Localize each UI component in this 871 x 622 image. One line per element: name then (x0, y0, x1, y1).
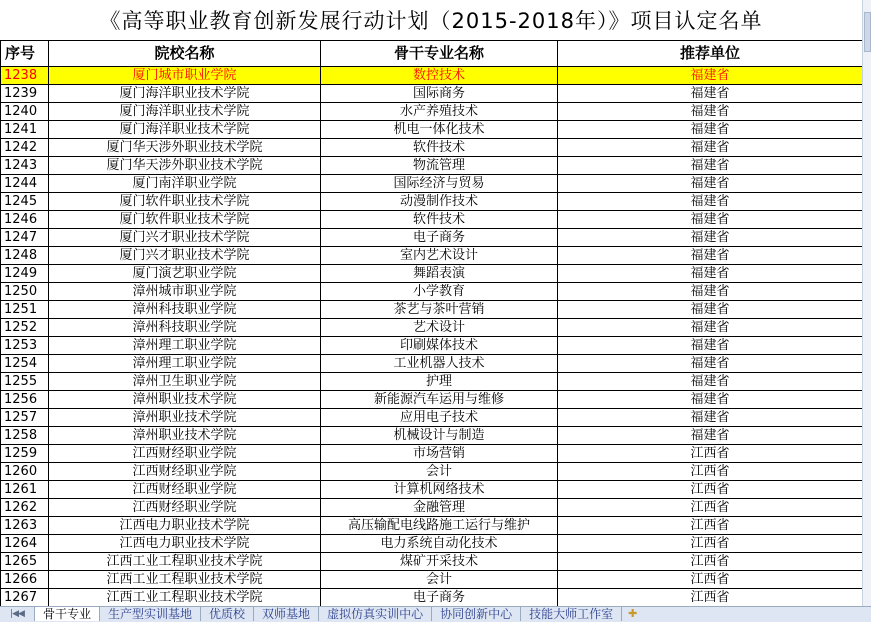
table-row[interactable] (1, 121, 863, 139)
cell-unit[interactable]: 福建省 (558, 319, 863, 337)
cell-school[interactable]: 漳州理工职业学院 (49, 337, 321, 355)
cell-major[interactable]: 应用电子技术 (321, 409, 558, 427)
cell-major[interactable]: 国际经济与贸易 (321, 175, 558, 193)
table-row[interactable] (1, 67, 863, 85)
cell-school[interactable]: 漳州城市职业学院 (49, 283, 321, 301)
cell-no[interactable]: 1262 (1, 499, 49, 517)
table-row[interactable] (1, 211, 863, 229)
cell-no[interactable]: 1243 (1, 157, 49, 175)
cell-unit[interactable]: 福建省 (558, 211, 863, 229)
table-row[interactable] (1, 409, 863, 427)
cell-major[interactable]: 动漫制作技术 (321, 193, 558, 211)
table-row[interactable] (1, 481, 863, 499)
cell-school[interactable]: 厦门兴才职业技术学院 (49, 229, 321, 247)
cell-major[interactable]: 印刷媒体技术 (321, 337, 558, 355)
cell-no[interactable]: 1241 (1, 121, 49, 139)
sheet-nav-buttons[interactable] (0, 607, 34, 621)
table-row[interactable] (1, 139, 863, 157)
cell-no[interactable]: 1259 (1, 445, 49, 463)
cell-no[interactable]: 1254 (1, 355, 49, 373)
table-row[interactable] (1, 265, 863, 283)
cell-major[interactable]: 电力系统自动化技术 (321, 535, 558, 553)
cell-unit[interactable]: 江西省 (558, 535, 863, 553)
cell-school[interactable]: 厦门演艺职业学院 (49, 265, 321, 283)
table-row[interactable] (1, 427, 863, 445)
cell-major[interactable]: 计算机网络技术 (321, 481, 558, 499)
cell-major[interactable]: 数控技术 (321, 67, 558, 85)
cell-no[interactable]: 1238 (1, 67, 49, 85)
cell-school[interactable]: 厦门南洋职业学院 (49, 175, 321, 193)
header-major[interactable]: 骨干专业名称 (321, 41, 558, 67)
cell-school[interactable]: 江西电力职业技术学院 (49, 517, 321, 535)
table-row[interactable] (1, 85, 863, 103)
table-row[interactable] (1, 157, 863, 175)
cell-unit[interactable]: 江西省 (558, 553, 863, 571)
cell-school[interactable]: 漳州科技职业学院 (49, 319, 321, 337)
cell-major[interactable]: 金融管理 (321, 499, 558, 517)
cell-no[interactable]: 1265 (1, 553, 49, 571)
cell-major[interactable]: 机械设计与制造 (321, 427, 558, 445)
cell-major[interactable]: 物流管理 (321, 157, 558, 175)
cell-major[interactable]: 会计 (321, 571, 558, 589)
cell-major[interactable]: 国际商务 (321, 85, 558, 103)
sheet-tab[interactable]: 协同创新中心 (432, 607, 521, 621)
cell-no[interactable]: 1255 (1, 373, 49, 391)
table-row[interactable] (1, 535, 863, 553)
cell-major[interactable]: 茶艺与茶叶营销 (321, 301, 558, 319)
table-row[interactable] (1, 463, 863, 481)
cell-unit[interactable]: 福建省 (558, 337, 863, 355)
table-row[interactable] (1, 355, 863, 373)
insert-sheet-icon[interactable]: ✚ (628, 607, 638, 620)
cell-school[interactable]: 漳州职业技术学院 (49, 391, 321, 409)
cell-major[interactable]: 水产养殖技术 (321, 103, 558, 121)
cell-unit[interactable]: 福建省 (558, 391, 863, 409)
cell-no[interactable]: 1252 (1, 319, 49, 337)
cell-no[interactable]: 1249 (1, 265, 49, 283)
cell-school[interactable]: 漳州理工职业学院 (49, 355, 321, 373)
cell-unit[interactable]: 江西省 (558, 499, 863, 517)
cell-major[interactable]: 小学教育 (321, 283, 558, 301)
cell-unit[interactable]: 江西省 (558, 589, 863, 607)
cell-major[interactable]: 机电一体化技术 (321, 121, 558, 139)
cell-school[interactable]: 江西工业工程职业技术学院 (49, 589, 321, 607)
sheet-tab[interactable]: 骨干专业 (34, 607, 100, 621)
cell-school[interactable]: 厦门海洋职业技术学院 (49, 121, 321, 139)
cell-no[interactable]: 1256 (1, 391, 49, 409)
table-row[interactable] (1, 373, 863, 391)
cell-unit[interactable]: 福建省 (558, 229, 863, 247)
cell-major[interactable]: 舞蹈表演 (321, 265, 558, 283)
table-row[interactable] (1, 553, 863, 571)
cell-major[interactable]: 新能源汽车运用与维修 (321, 391, 558, 409)
cell-unit[interactable]: 福建省 (558, 409, 863, 427)
cell-no[interactable]: 1251 (1, 301, 49, 319)
cell-no[interactable]: 1267 (1, 589, 49, 607)
scrollbar-thumb[interactable] (864, 12, 871, 52)
table-row[interactable] (1, 517, 863, 535)
cell-unit[interactable]: 福建省 (558, 265, 863, 283)
cell-school[interactable]: 厦门华天涉外职业技术学院 (49, 157, 321, 175)
table-row[interactable] (1, 103, 863, 121)
cell-unit[interactable]: 福建省 (558, 103, 863, 121)
header-row (1, 41, 863, 67)
sheet-tab[interactable]: 虚拟仿真实训中心 (319, 607, 432, 621)
sheet-tab[interactable]: 技能大师工作室 (521, 607, 622, 621)
cell-no[interactable]: 1260 (1, 463, 49, 481)
cell-no[interactable]: 1257 (1, 409, 49, 427)
cell-school[interactable]: 漳州职业技术学院 (49, 409, 321, 427)
cell-major[interactable]: 护理 (321, 373, 558, 391)
cell-no[interactable]: 1240 (1, 103, 49, 121)
cell-unit[interactable]: 福建省 (558, 373, 863, 391)
cell-major[interactable]: 电子商务 (321, 229, 558, 247)
table-row[interactable] (1, 319, 863, 337)
cell-major[interactable]: 市场营销 (321, 445, 558, 463)
cell-unit[interactable]: 福建省 (558, 301, 863, 319)
cell-school[interactable]: 江西工业工程职业技术学院 (49, 553, 321, 571)
cell-no[interactable]: 1247 (1, 229, 49, 247)
cell-unit[interactable]: 福建省 (558, 67, 863, 85)
cell-major[interactable]: 软件技术 (321, 139, 558, 157)
cell-no[interactable]: 1239 (1, 85, 49, 103)
cell-school[interactable]: 厦门海洋职业技术学院 (49, 103, 321, 121)
cell-unit[interactable]: 江西省 (558, 445, 863, 463)
cell-unit[interactable]: 江西省 (558, 481, 863, 499)
cell-school[interactable]: 江西财经职业学院 (49, 481, 321, 499)
cell-unit[interactable]: 江西省 (558, 517, 863, 535)
cell-school[interactable]: 漳州职业技术学院 (49, 427, 321, 445)
cell-no[interactable]: 1242 (1, 139, 49, 157)
table-row[interactable] (1, 571, 863, 589)
cell-school[interactable]: 江西工业工程职业技术学院 (49, 571, 321, 589)
cell-no[interactable]: 1266 (1, 571, 49, 589)
cell-major[interactable]: 高压输配电线路施工运行与维护 (321, 517, 558, 535)
cell-school[interactable]: 漳州科技职业学院 (49, 301, 321, 319)
cell-no[interactable]: 1258 (1, 427, 49, 445)
table-row[interactable] (1, 301, 863, 319)
cell-school[interactable]: 厦门华天涉外职业技术学院 (49, 139, 321, 157)
cell-major[interactable]: 工业机器人技术 (321, 355, 558, 373)
cell-no[interactable]: 1264 (1, 535, 49, 553)
table-row[interactable] (1, 391, 863, 409)
table-row[interactable] (1, 175, 863, 193)
cell-school[interactable]: 厦门软件职业技术学院 (49, 211, 321, 229)
table-row[interactable] (1, 193, 863, 211)
sheet-tab[interactable]: 优质校 (201, 607, 254, 621)
table-row[interactable] (1, 589, 863, 607)
cell-school[interactable]: 厦门软件职业技术学院 (49, 193, 321, 211)
cell-unit[interactable]: 福建省 (558, 139, 863, 157)
table-row[interactable] (1, 445, 863, 463)
cell-major[interactable]: 软件技术 (321, 211, 558, 229)
table-row[interactable] (1, 337, 863, 355)
vertical-scrollbar[interactable] (862, 0, 871, 606)
cell-major[interactable]: 电子商务 (321, 589, 558, 607)
table-row[interactable] (1, 283, 863, 301)
header-school[interactable]: 院校名称 (49, 41, 321, 67)
cell-unit[interactable]: 福建省 (558, 175, 863, 193)
cell-no[interactable]: 1244 (1, 175, 49, 193)
cell-unit[interactable]: 福建省 (558, 193, 863, 211)
cell-no[interactable]: 1261 (1, 481, 49, 499)
sheet-tab[interactable]: 双师基地 (254, 607, 319, 621)
cell-school[interactable]: 漳州卫生职业学院 (49, 373, 321, 391)
cell-major[interactable]: 会计 (321, 463, 558, 481)
cell-unit[interactable]: 福建省 (558, 157, 863, 175)
sheet-title[interactable]: 《高等职业教育创新发展行动计划（2015-2018年）》项目认定名单 (0, 0, 862, 41)
cell-no[interactable]: 1250 (1, 283, 49, 301)
cell-no[interactable]: 1248 (1, 247, 49, 265)
cell-major[interactable]: 室内艺术设计 (321, 247, 558, 265)
table-row[interactable] (1, 229, 863, 247)
cell-school[interactable]: 厦门兴才职业技术学院 (49, 247, 321, 265)
cell-unit[interactable]: 江西省 (558, 571, 863, 589)
cell-major[interactable]: 艺术设计 (321, 319, 558, 337)
cell-unit[interactable]: 江西省 (558, 463, 863, 481)
cell-school[interactable]: 厦门城市职业学院 (49, 67, 321, 85)
cell-school[interactable]: 江西财经职业学院 (49, 445, 321, 463)
cell-major[interactable]: 煤矿开采技术 (321, 553, 558, 571)
table-row[interactable] (1, 499, 863, 517)
cell-unit[interactable]: 福建省 (558, 247, 863, 265)
cell-no[interactable]: 1263 (1, 517, 49, 535)
cell-school[interactable]: 厦门海洋职业技术学院 (49, 85, 321, 103)
cell-unit[interactable]: 福建省 (558, 355, 863, 373)
prev-sheet-icon[interactable]: ◀ (18, 609, 24, 619)
cell-unit[interactable]: 福建省 (558, 427, 863, 445)
sheet-tab[interactable]: 生产型实训基地 (100, 607, 201, 621)
header-no[interactable]: 序号 (1, 41, 49, 67)
table-row[interactable] (1, 247, 863, 265)
cell-no[interactable]: 1246 (1, 211, 49, 229)
cell-unit[interactable]: 福建省 (558, 283, 863, 301)
cell-no[interactable]: 1253 (1, 337, 49, 355)
first-sheet-icon[interactable]: |◀ (10, 609, 19, 619)
cell-school[interactable]: 江西财经职业学院 (49, 499, 321, 517)
sheet-tab-bar (0, 606, 871, 622)
data-table (0, 40, 862, 606)
cell-unit[interactable]: 福建省 (558, 121, 863, 139)
cell-school[interactable]: 江西电力职业技术学院 (49, 535, 321, 553)
cell-no[interactable]: 1245 (1, 193, 49, 211)
cell-unit[interactable]: 福建省 (558, 85, 863, 103)
header-unit[interactable]: 推荐单位 (558, 41, 863, 67)
cell-school[interactable]: 江西财经职业学院 (49, 463, 321, 481)
